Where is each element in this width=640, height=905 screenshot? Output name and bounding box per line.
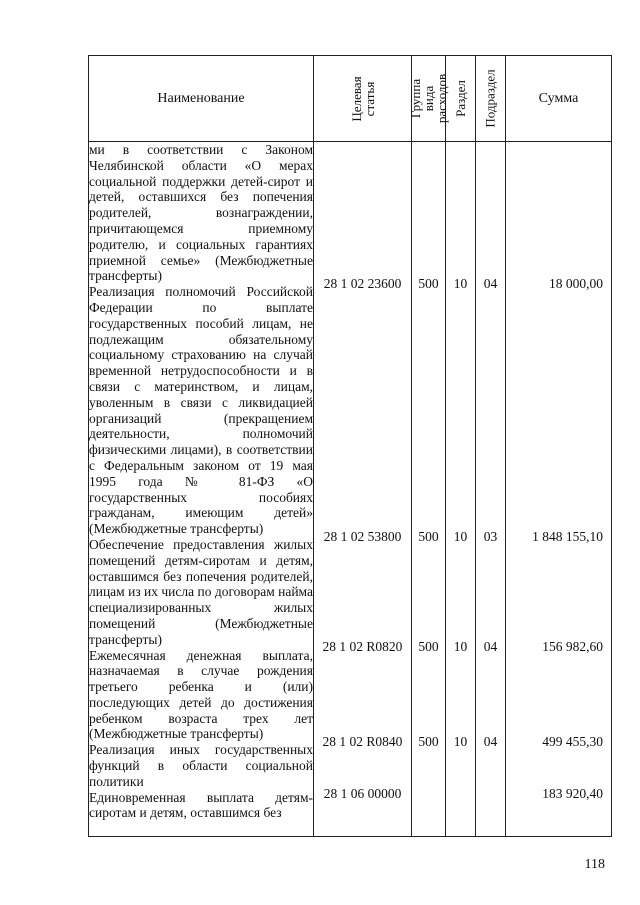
sum-column — [506, 142, 612, 837]
row-text: Ежемесячная денежная выплата, назначаемая в случае рождения третьего ребенка и (или) последующих детей до достижения ребенком возраста трех лет (Межбюджетные трансферты) — [89, 647, 313, 742]
section-value: 10 — [453, 639, 468, 654]
header-name: Наименование — [89, 56, 314, 142]
row-text: Обеспечение предоставления жилых помещений детям-сиротам и детям, оставшимся без попечения родителей, лицам из их числа по договорам найма специализированных жилых помещений (Межбюджетные трансферты) — [89, 536, 313, 647]
table-body-row — [89, 142, 612, 837]
row-text: Реализация полномочий Российской Федерации по выплате государственных пособий лицам, не подлежащим обязательному социальному страхованию на случай временной нетрудоспособности и в связи с материнством, и лицам, уволенным в связи с ликвидацией организаций (прекращением деятельности, полномочий физическими лицами), в соответствии с Федеральным законом от 19 мая 1995 года № 81-ФЗ «О государственных пособиях гражданам, имеющим детей» (Межбюджетные трансферты) — [89, 284, 313, 537]
section-column — [446, 142, 476, 837]
subsection-column — [476, 142, 506, 837]
target-article-value: 28 1 02 53800 — [323, 529, 402, 544]
target-article-value: 28 1 06 00000 — [323, 786, 402, 801]
row-text: Единовременная выплата детям-сиротам и детям, оставшимся без — [89, 789, 313, 821]
subsection-value: 04 — [483, 276, 498, 291]
target-article-value: 28 1 02 R0840 — [322, 734, 403, 749]
subsection-value: 04 — [483, 734, 498, 749]
target-article-value: 28 1 02 R0820 — [322, 639, 403, 654]
subsection-value: 03 — [483, 529, 498, 544]
sum-value: 183 920,40 — [542, 786, 603, 801]
name-column — [89, 142, 314, 837]
row-text: ми в соответствии с Законом Челябинской области «О мерах социальной поддержки детей-сирот и детей, оставшихся без попечения родителей, вознаграждении, причитающемся приемному родителю, и социальных гарантиях приемной семье» (Межбюджетные трансферты) — [89, 142, 313, 284]
sum-value: 18 000,00 — [549, 276, 603, 291]
sum-value: 499 455,30 — [542, 734, 603, 749]
header-subsection: Подраздел — [476, 56, 506, 142]
expense-group-value: 500 — [418, 734, 439, 749]
header-target-article: Целевая статья — [314, 56, 412, 142]
subsection-value: 04 — [483, 639, 498, 654]
header-section: Раздел — [446, 56, 476, 142]
target-article-value: 28 1 02 23600 — [323, 276, 402, 291]
expense-group-column — [412, 142, 446, 837]
section-value: 10 — [453, 276, 468, 291]
expense-group-value: 500 — [418, 639, 439, 654]
page-number: 118 — [584, 857, 605, 872]
sum-value: 1 848 155,10 — [532, 529, 603, 544]
row-text: Реализация иных государственных функций в области социальной политики — [89, 742, 313, 789]
header-expense-group: Группа вида расходов — [412, 56, 446, 142]
expense-group-value: 500 — [418, 276, 439, 291]
budget-table — [88, 55, 612, 837]
sum-value: 156 982,60 — [542, 639, 603, 654]
table-header-row — [89, 56, 612, 142]
section-value: 10 — [453, 734, 468, 749]
expense-group-value: 500 — [418, 529, 439, 544]
header-sum: Сумма — [506, 56, 612, 142]
section-value: 10 — [453, 529, 468, 544]
target-article-column — [314, 142, 412, 837]
